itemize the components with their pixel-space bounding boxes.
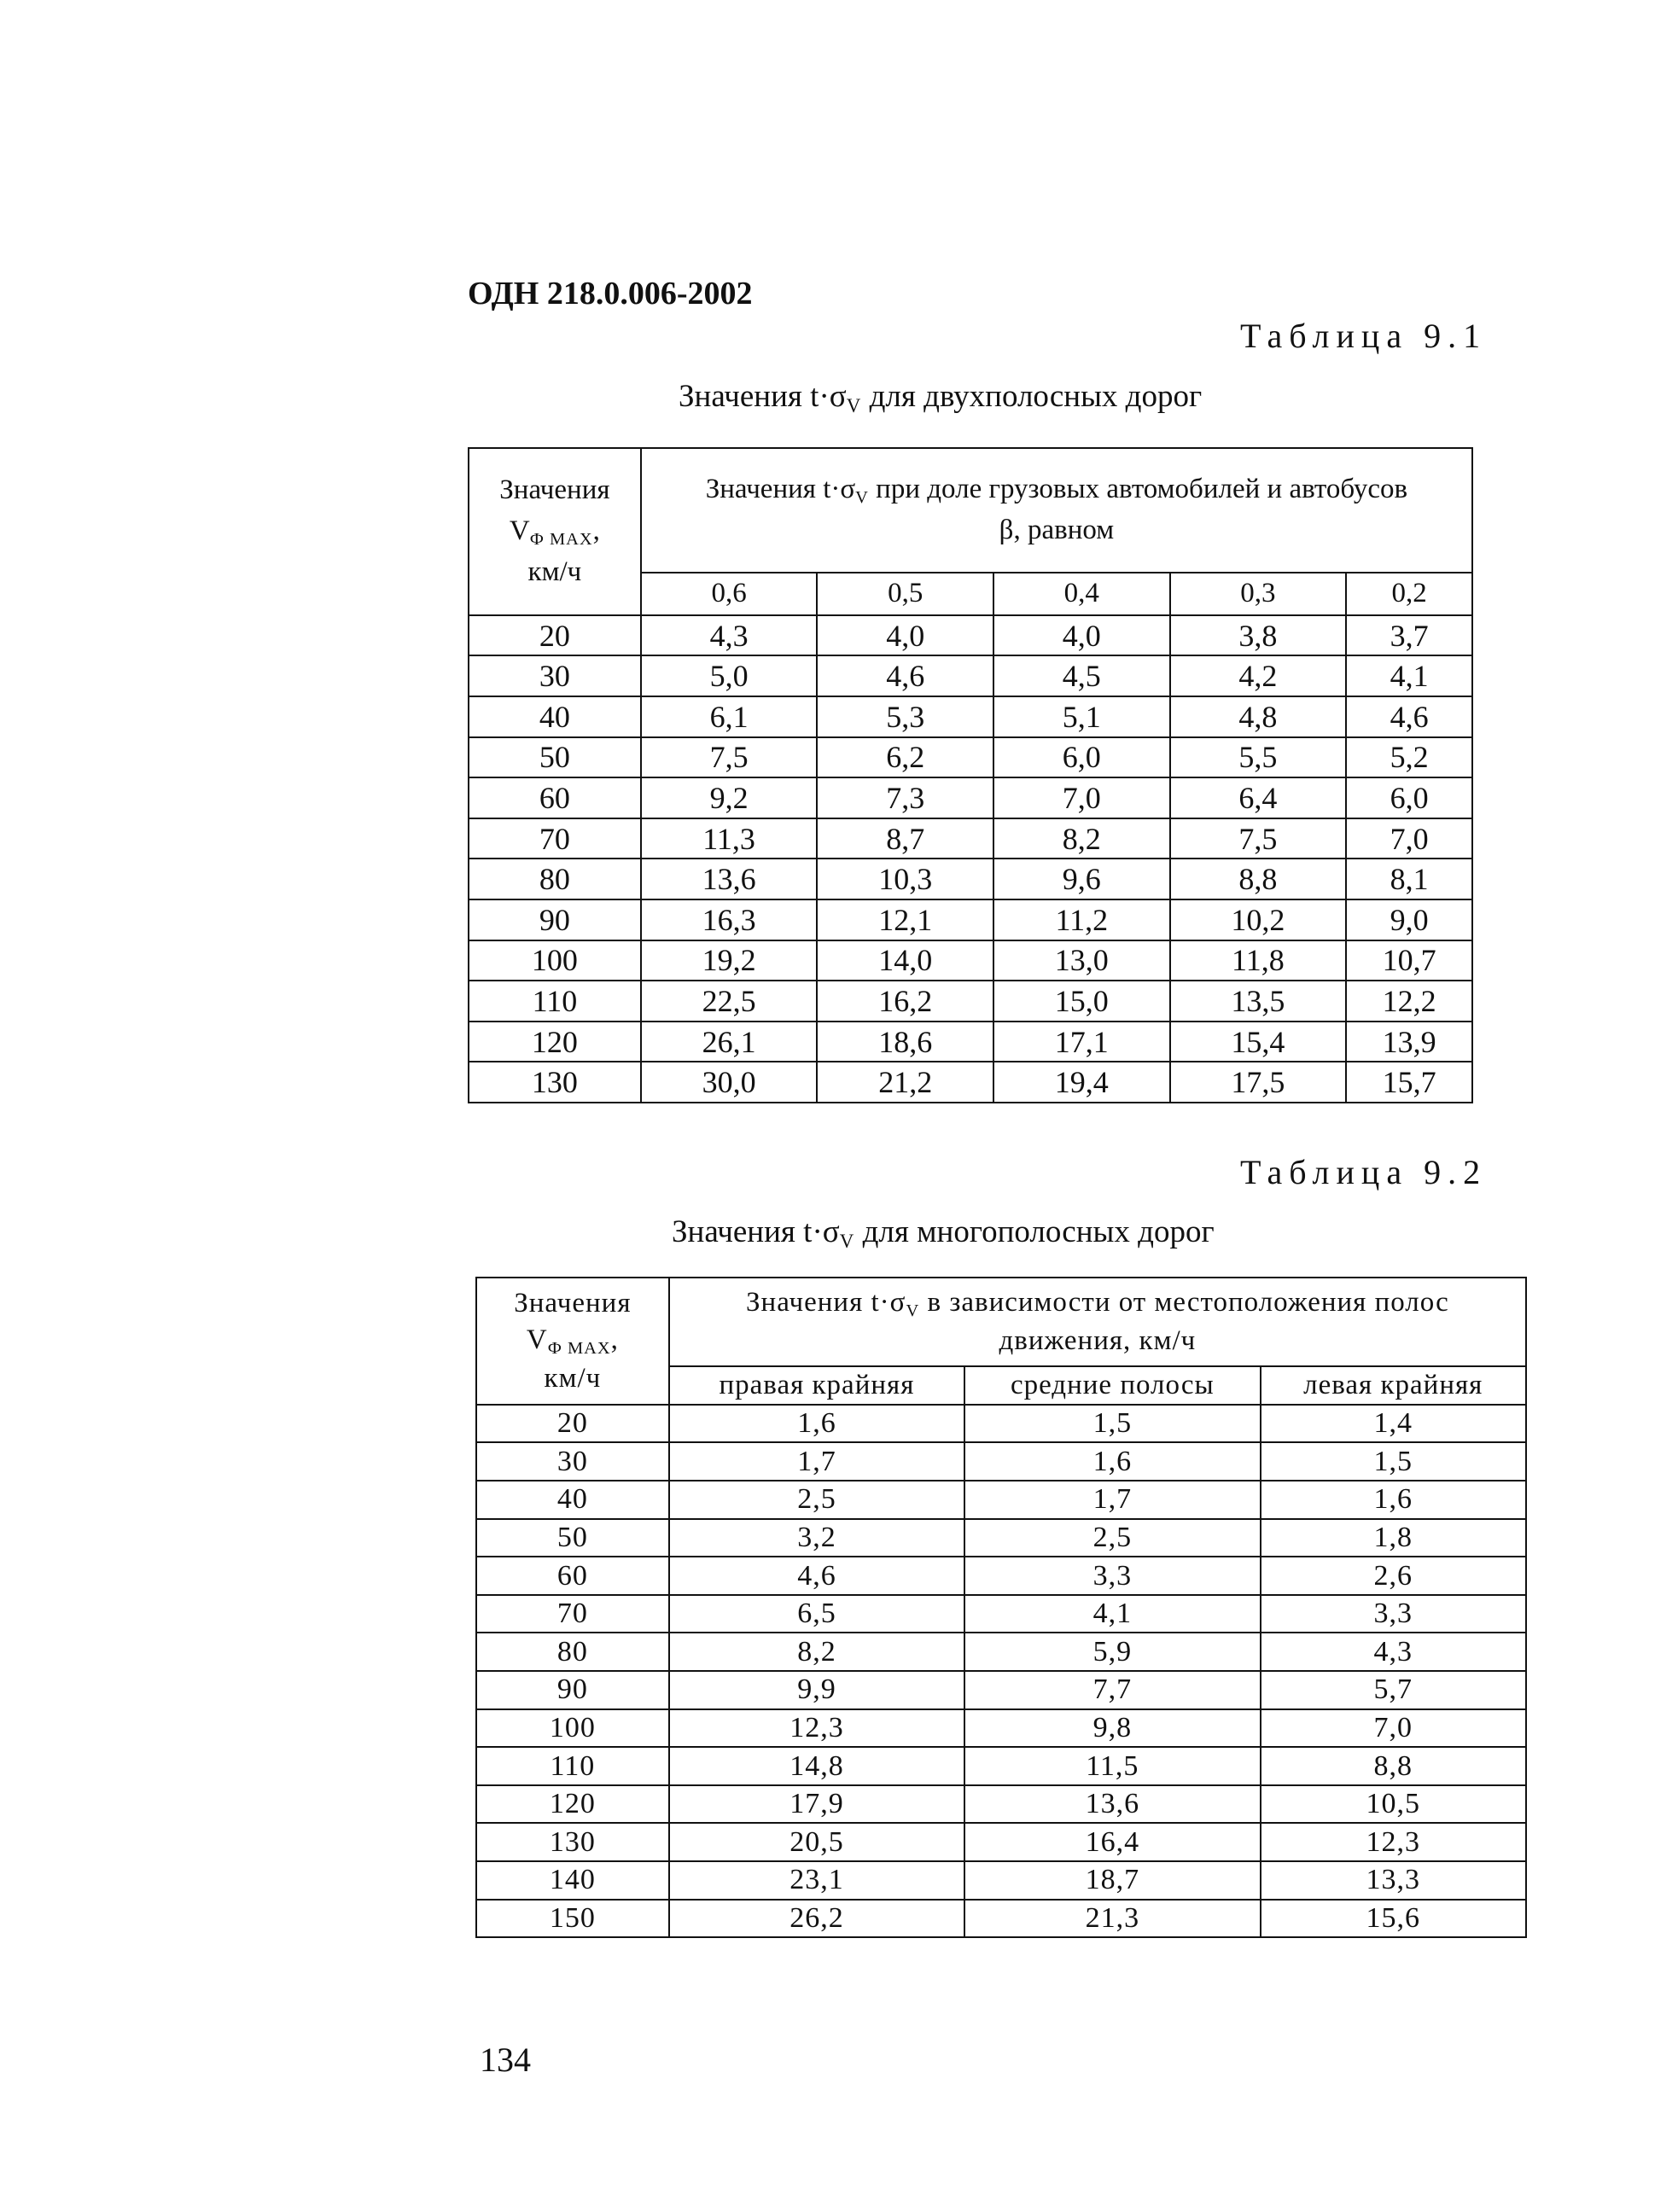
value-cell: 6,0	[993, 737, 1170, 778]
speed-cell: 30	[469, 655, 641, 696]
speed-cell: 50	[476, 1519, 669, 1557]
value-cell: 4,6	[669, 1557, 964, 1595]
value-cell: 9,2	[641, 777, 818, 818]
value-cell: 5,7	[1261, 1671, 1527, 1709]
value-cell: 17,5	[1170, 1062, 1347, 1103]
speed-cell: 150	[476, 1900, 669, 1938]
value-cell: 1,5	[964, 1405, 1260, 1443]
table-row	[469, 818, 1472, 859]
speed-cell: 70	[469, 818, 641, 859]
speed-header-line1: Значения	[499, 474, 610, 505]
value-cell: 5,9	[964, 1633, 1260, 1671]
value-cell: 1,4	[1261, 1405, 1527, 1443]
table-9-2-caption-rest: для многополосных дорог	[862, 1214, 1215, 1249]
speed-cell: 120	[476, 1785, 669, 1824]
speed-cell: 50	[469, 737, 641, 778]
speed-cell: 90	[476, 1671, 669, 1709]
value-cell: 11,2	[993, 899, 1170, 940]
speed-cell: 130	[476, 1823, 669, 1861]
value-cell: 2,5	[669, 1481, 964, 1519]
lane-group-header-post: в зависимости от местоположения полос движения, км/ч	[927, 1287, 1449, 1356]
speed-header-unit: км/ч	[527, 556, 582, 588]
table-row	[469, 981, 1472, 1022]
table-row	[476, 1405, 1526, 1443]
value-cell: 10,7	[1346, 940, 1472, 981]
table-row	[476, 1595, 1526, 1633]
value-cell: 6,2	[817, 737, 993, 778]
table-row	[476, 1785, 1526, 1824]
value-cell: 8,8	[1170, 859, 1347, 899]
value-cell: 7,3	[817, 777, 993, 818]
speed-cell: 60	[476, 1557, 669, 1595]
value-cell: 8,2	[993, 818, 1170, 859]
value-cell: 10,3	[817, 859, 993, 899]
value-cell: 15,4	[1170, 1022, 1347, 1062]
value-cell: 3,3	[1261, 1595, 1527, 1633]
value-cell: 8,1	[1346, 859, 1472, 899]
table-row	[476, 1481, 1526, 1519]
value-cell: 10,5	[1261, 1785, 1527, 1824]
value-cell: 14,0	[817, 940, 993, 981]
table-row	[469, 737, 1472, 778]
value-cell: 5,2	[1346, 737, 1472, 778]
table-row	[476, 1861, 1526, 1900]
column-header: 0,5	[817, 573, 993, 615]
value-cell: 26,1	[641, 1022, 818, 1062]
value-cell: 5,0	[641, 655, 818, 696]
value-cell: 19,4	[993, 1062, 1170, 1103]
value-cell: 18,6	[817, 1022, 993, 1062]
column-header: 0,6	[641, 573, 818, 615]
beta-group-header-sub: V	[855, 487, 869, 507]
value-cell: 17,1	[993, 1022, 1170, 1062]
value-cell: 3,3	[964, 1557, 1260, 1595]
table-row	[469, 615, 1472, 656]
value-cell: 7,0	[1261, 1709, 1527, 1748]
value-cell: 12,3	[1261, 1823, 1527, 1861]
value-cell: 15,0	[993, 981, 1170, 1022]
value-cell: 4,0	[993, 615, 1170, 656]
value-cell: 21,3	[964, 1900, 1260, 1938]
value-cell: 11,3	[641, 818, 818, 859]
speed-header: Значения $V_{Ф MAX}$, км/ч	[469, 448, 641, 615]
speed-cell: 30	[476, 1442, 669, 1481]
value-cell: 12,3	[669, 1709, 964, 1748]
value-cell: 8,8	[1261, 1747, 1527, 1785]
table-9-2-caption-text: Значения t·σ	[672, 1214, 840, 1249]
value-cell: 9,8	[964, 1709, 1260, 1748]
table-row	[469, 696, 1472, 737]
table-row	[476, 1823, 1526, 1861]
value-cell: 16,2	[817, 981, 993, 1022]
value-cell: 12,2	[1346, 981, 1472, 1022]
speed-cell: 110	[469, 981, 641, 1022]
value-cell: 4,0	[817, 615, 993, 656]
value-cell: 5,3	[817, 696, 993, 737]
speed-header: Значения $V_{Ф MAX}$, км/ч	[476, 1278, 669, 1405]
speed-cell: 80	[476, 1633, 669, 1671]
lane-group-header	[669, 1278, 1526, 1366]
value-cell: 13,3	[1261, 1861, 1527, 1900]
speed-header-line1: Значения	[514, 1288, 632, 1319]
table-row	[476, 1557, 1526, 1595]
column-header: 0,3	[1170, 573, 1347, 615]
table-row	[469, 940, 1472, 981]
value-cell: 13,5	[1170, 981, 1347, 1022]
document-code: ОДН 218.0.006-2002	[468, 276, 753, 311]
value-cell: 4,1	[964, 1595, 1260, 1633]
value-cell: 2,6	[1261, 1557, 1527, 1595]
value-cell: 20,5	[669, 1823, 964, 1861]
value-cell: 13,0	[993, 940, 1170, 981]
table-row	[476, 1442, 1526, 1481]
value-cell: 4,8	[1170, 696, 1347, 737]
table-9-2	[475, 1277, 1527, 1938]
speed-cell: 40	[469, 696, 641, 737]
table-row	[469, 1022, 1472, 1062]
table-row	[476, 1633, 1526, 1671]
speed-header-sub: Ф MAX	[529, 529, 593, 549]
value-cell: 4,6	[1346, 696, 1472, 737]
value-cell: 16,3	[641, 899, 818, 940]
table-row	[469, 859, 1472, 899]
value-cell: 15,7	[1346, 1062, 1472, 1103]
column-header: левая крайняя	[1261, 1366, 1527, 1405]
speed-header-unit: км/ч	[544, 1362, 602, 1394]
value-cell: 4,5	[993, 655, 1170, 696]
value-cell: 4,3	[1261, 1633, 1527, 1671]
value-cell: 7,7	[964, 1671, 1260, 1709]
value-cell: 4,1	[1346, 655, 1472, 696]
speed-cell: 70	[476, 1595, 669, 1633]
column-header: средние полосы	[964, 1366, 1260, 1405]
column-header: 0,2	[1346, 573, 1472, 615]
value-cell: 4,3	[641, 615, 818, 656]
speed-cell: 90	[469, 899, 641, 940]
value-cell: 10,2	[1170, 899, 1347, 940]
table-row	[476, 1900, 1526, 1938]
value-cell: 7,5	[641, 737, 818, 778]
value-cell: 13,6	[964, 1785, 1260, 1824]
value-cell: 5,5	[1170, 737, 1347, 778]
speed-header-v: V	[509, 515, 530, 546]
table-9-1-caption-sub: V	[846, 394, 862, 416]
page-number: 134	[480, 2040, 531, 2079]
value-cell: 11,8	[1170, 940, 1347, 981]
speed-cell: 80	[469, 859, 641, 899]
table-row	[476, 1709, 1526, 1748]
speed-header-sub: Ф MAX	[547, 1339, 611, 1359]
value-cell: 4,6	[817, 655, 993, 696]
table-row	[476, 1519, 1526, 1557]
value-cell: 16,4	[964, 1823, 1260, 1861]
table-9-2-caption-sub: V	[839, 1230, 855, 1252]
speed-cell: 140	[476, 1861, 669, 1900]
speed-cell: 120	[469, 1022, 641, 1062]
value-cell: 1,6	[1261, 1481, 1527, 1519]
table-row	[469, 777, 1472, 818]
table-row	[469, 655, 1472, 696]
table-9-1	[468, 447, 1473, 1103]
value-cell: 5,1	[993, 696, 1170, 737]
table-row	[476, 1671, 1526, 1709]
value-cell: 4,2	[1170, 655, 1347, 696]
value-cell: 3,7	[1346, 615, 1472, 656]
lane-group-header-sub: V	[906, 1301, 920, 1321]
speed-cell: 60	[469, 777, 641, 818]
table-row	[469, 899, 1472, 940]
value-cell: 1,8	[1261, 1519, 1527, 1557]
speed-cell: 130	[469, 1062, 641, 1103]
table-9-1-caption	[679, 378, 1202, 417]
value-cell: 1,7	[669, 1442, 964, 1481]
beta-group-header-post: при доле грузовых автомобилей и автобусов β, равном	[876, 473, 1408, 546]
value-cell: 7,5	[1170, 818, 1347, 859]
value-cell: 21,2	[817, 1062, 993, 1103]
value-cell: 19,2	[641, 940, 818, 981]
table-9-1-caption-rest: для двухполосных дорог	[869, 379, 1203, 414]
table-9-1-caption-text: Значения t·σ	[679, 379, 847, 414]
speed-header-v: V	[526, 1324, 548, 1356]
value-cell: 1,6	[964, 1442, 1260, 1481]
value-cell: 14,8	[669, 1747, 964, 1785]
value-cell: 15,6	[1261, 1900, 1527, 1938]
value-cell: 17,9	[669, 1785, 964, 1824]
value-cell: 7,0	[1346, 818, 1472, 859]
value-cell: 30,0	[641, 1062, 818, 1103]
value-cell: 1,7	[964, 1481, 1260, 1519]
value-cell: 9,0	[1346, 899, 1472, 940]
value-cell: 1,5	[1261, 1442, 1527, 1481]
value-cell: 18,7	[964, 1861, 1260, 1900]
value-cell: 3,8	[1170, 615, 1347, 656]
value-cell: 26,2	[669, 1900, 964, 1938]
value-cell: 11,5	[964, 1747, 1260, 1785]
lane-group-header-pre: Значения t·σ	[746, 1287, 906, 1318]
speed-cell: 110	[476, 1747, 669, 1785]
value-cell: 6,1	[641, 696, 818, 737]
column-header: правая крайняя	[669, 1366, 964, 1405]
table-9-2-label: Таблица 9.2	[1240, 1153, 1488, 1191]
value-cell: 9,9	[669, 1671, 964, 1709]
value-cell: 12,1	[817, 899, 993, 940]
speed-cell: 100	[469, 940, 641, 981]
value-cell: 23,1	[669, 1861, 964, 1900]
value-cell: 3,2	[669, 1519, 964, 1557]
table-9-1-label: Таблица 9.1	[1240, 317, 1488, 355]
speed-cell: 100	[476, 1709, 669, 1748]
beta-group-header-pre: Значения t·σ	[705, 473, 856, 504]
value-cell: 8,7	[817, 818, 993, 859]
value-cell: 6,0	[1346, 777, 1472, 818]
speed-cell: 20	[476, 1405, 669, 1443]
value-cell: 2,5	[964, 1519, 1260, 1557]
speed-cell: 20	[469, 615, 641, 656]
speed-cell: 40	[476, 1481, 669, 1519]
value-cell: 7,0	[993, 777, 1170, 818]
value-cell: 1,6	[669, 1405, 964, 1443]
value-cell: 22,5	[641, 981, 818, 1022]
column-header: 0,4	[993, 573, 1170, 615]
table-row	[469, 1062, 1472, 1103]
value-cell: 13,6	[641, 859, 818, 899]
value-cell: 9,6	[993, 859, 1170, 899]
value-cell: 6,5	[669, 1595, 964, 1633]
value-cell: 13,9	[1346, 1022, 1472, 1062]
table-9-2-caption	[672, 1214, 1215, 1253]
beta-group-header	[641, 448, 1472, 573]
value-cell: 6,4	[1170, 777, 1347, 818]
table-row	[476, 1747, 1526, 1785]
value-cell: 8,2	[669, 1633, 964, 1671]
